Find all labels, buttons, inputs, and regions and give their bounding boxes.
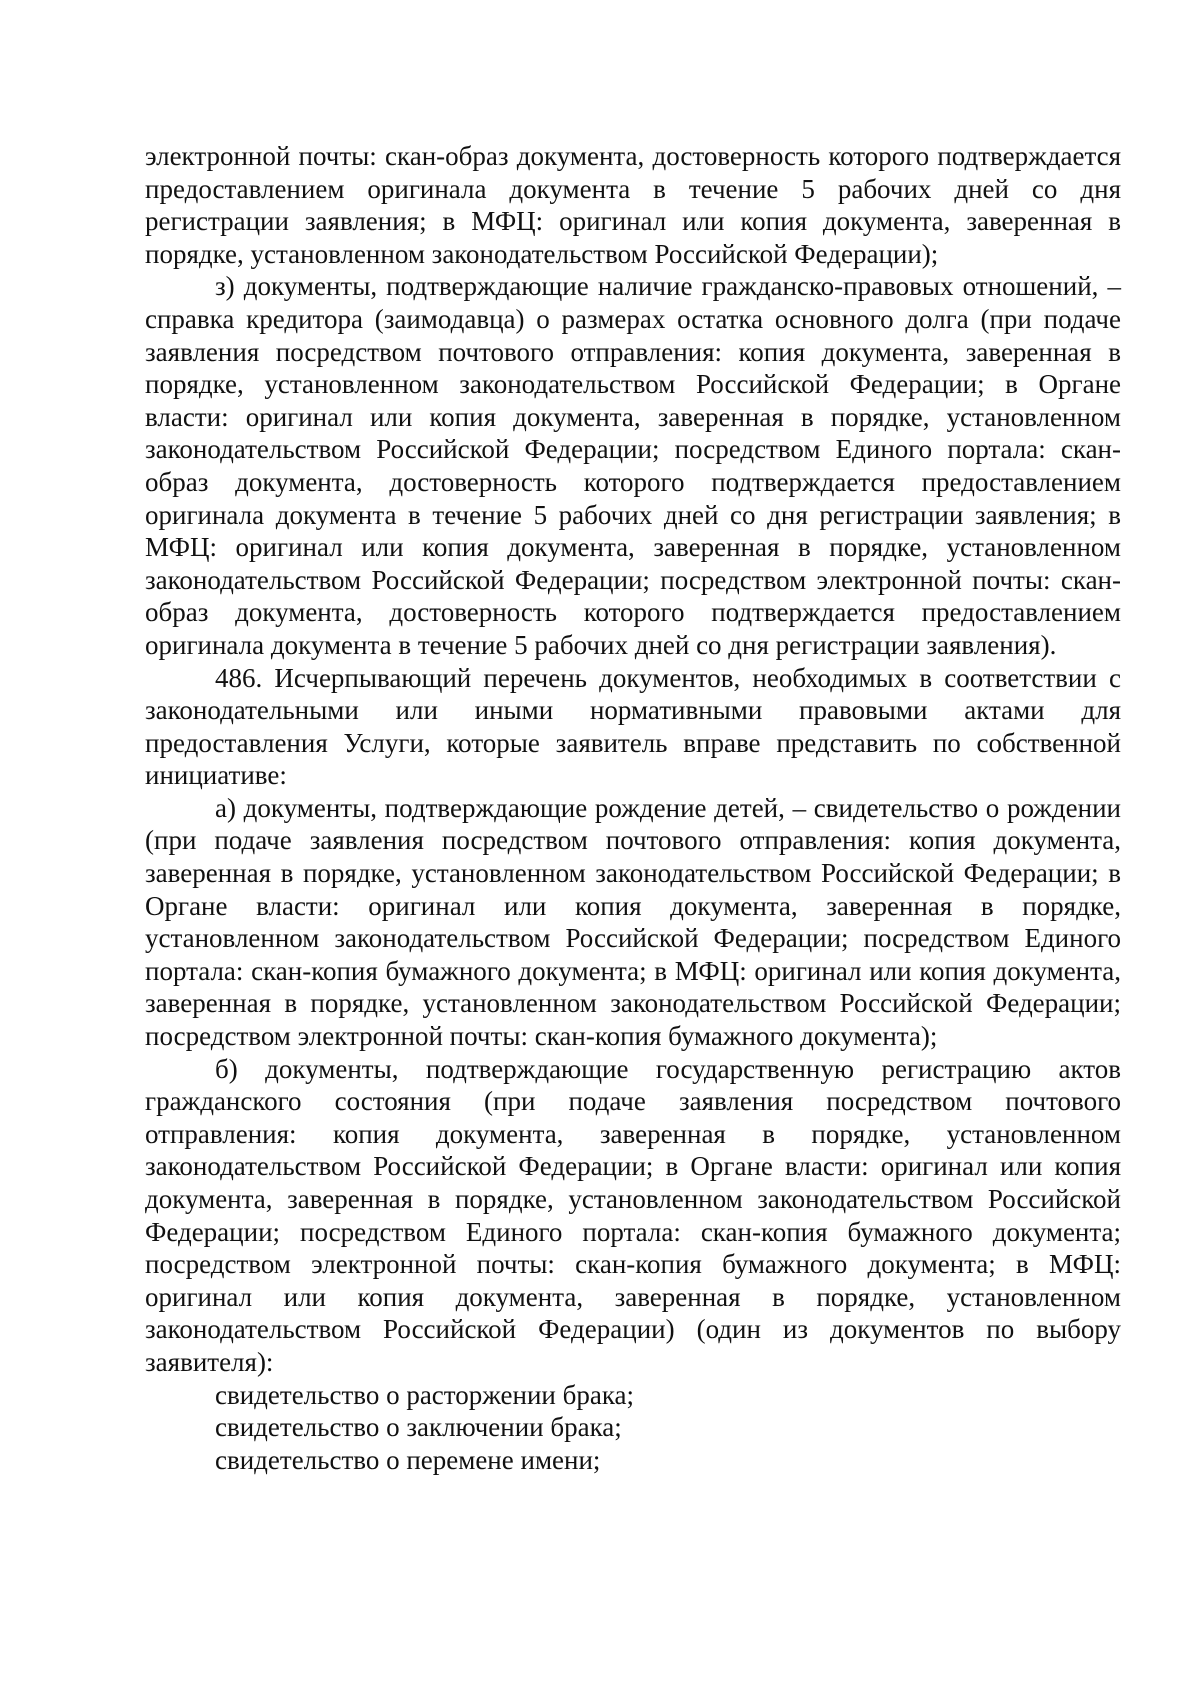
- list-item-marriage-certificate: свидетельство о заключении брака;: [215, 1412, 622, 1443]
- paragraph-continuation: электронной почты: скан-образ документа, достоверность которого подтверждается предоставлением оригинала документа в течение 5 рабочих дней со дня регистрации заявления; в МФЦ: оригинал или копия документа, заверенная в порядке, установленном законодательством Российской Федерации);: [145, 141, 1121, 269]
- list-item-name-change-certificate: свидетельство о перемене имени;: [215, 1444, 601, 1475]
- paragraph-item-a: а) документы, подтверждающие рождение детей, – свидетельство о рождении (при подаче заявления посредством почтового отправления: копия документа, заверенная в порядке, установленном законодательством Российской Федерации; в Органе власти: оригинал или копия документа, заверенная в порядке, установленном законодательством Российской Федерации; посредством Единого портала: скан-копия бумажного документа; в МФЦ: оригинал или копия документа, заверенная в порядке, установленном законодательством Российской Федерации; посредством электронной почты: скан-копия бумажного документа);: [145, 792, 1121, 1052]
- paragraph-item-z: з) документы, подтверждающие наличие гражданско-правовых отношений, – справка кредитора (заимодавца) о размерах остатка основного долга (при подаче заявления посредством почтового отправления: копия документа, заверенная в порядке, установленном законодательством Российской Федерации; в Органе власти: оригинал или копия документа, заверенная в порядке, установленном законодательством Российской Федерации; посредством Единого портала: скан-образ документа, достоверность которого подтверждается предоставлением оригинала документа в течение 5 рабочих дней со дня регистрации заявления; в МФЦ: оригинал или копия документа, заверенная в порядке, установленном законодательством Российской Федерации; посредством электронной почты: скан-образ документа, достоверность которого подтверждается предоставлением оригинала документа в течение 5 рабочих дней со дня регистрации заявления).: [145, 271, 1121, 660]
- paragraph-clause-486: 486. Исчерпывающий перечень документов, необходимых в соответствии с законодательными или иными нормативными правовыми актами для предоставления Услуги, которые заявитель вправе представить по собственной инициативе:: [145, 662, 1121, 791]
- list-item-divorce-certificate: свидетельство о расторжении брака;: [215, 1379, 635, 1410]
- paragraph-item-b: б) документы, подтверждающие государственную регистрацию актов гражданского состояния (при подаче заявления посредством почтового отправления: копия документа, заверенная в порядке, установленном законодательством Российской Федерации; в Органе власти: оригинал или копия документа, заверенная в порядке, установленном законодательством Российской Федерации; посредством Единого портала: скан-копия бумажного документа; посредством электронной почты: скан-копия бумажного документа; в МФЦ: оригинал или копия документа, заверенная в порядке, установленном законодательством Российской Федерации) (один из документов по выбору заявителя):: [145, 1053, 1121, 1377]
- document-page: [145, 140, 1121, 1476]
